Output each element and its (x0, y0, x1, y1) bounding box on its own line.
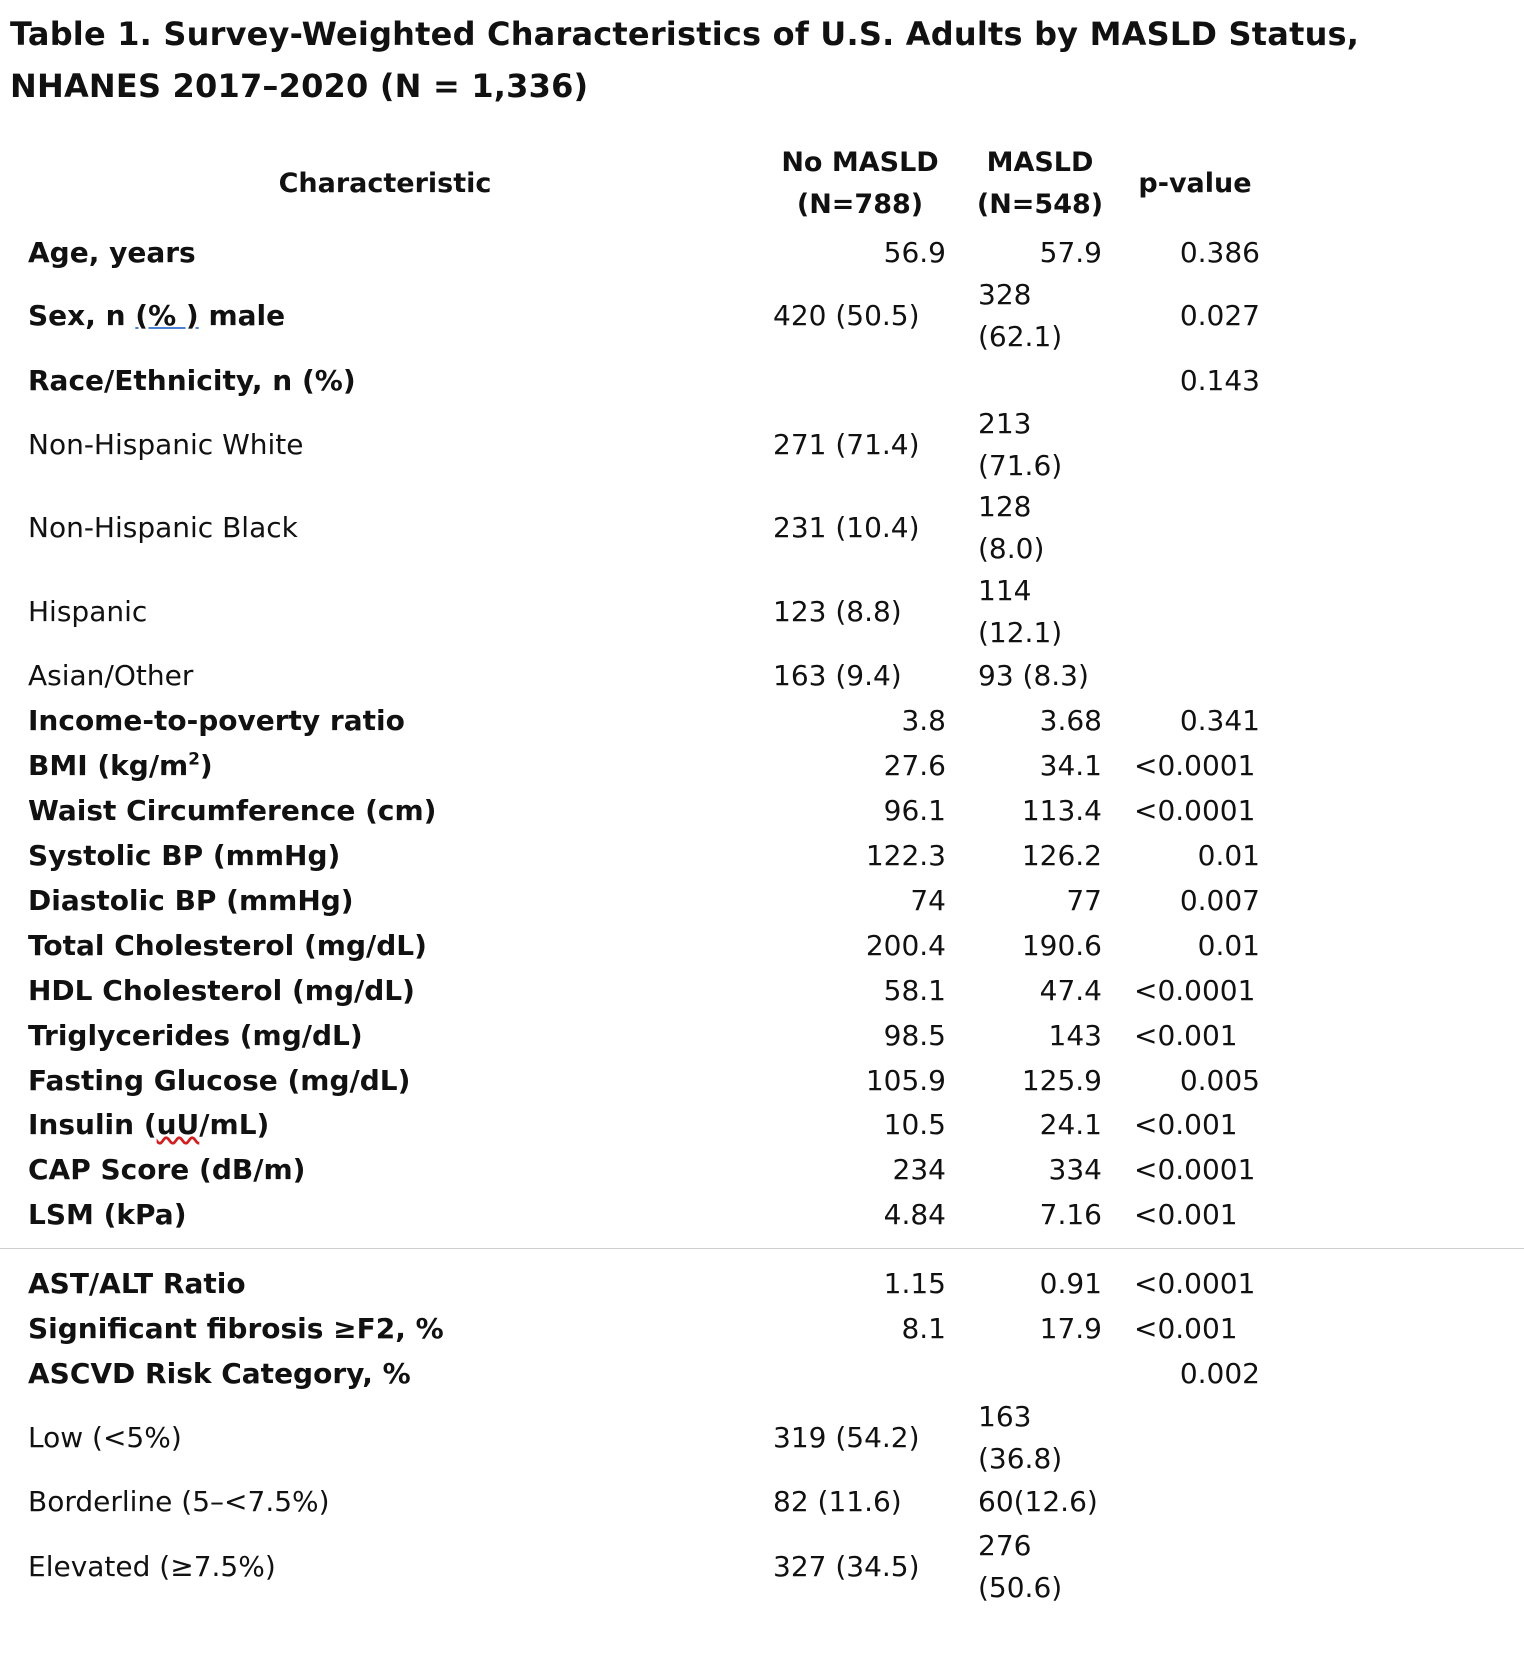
header-no-masld-line1: No MASLD (781, 147, 939, 178)
no-masld-value: 4.84 (883, 1198, 946, 1231)
no-masld-value: 420 (50.5) (773, 299, 920, 332)
row-label-spellcheck: uU (156, 1108, 200, 1141)
p-value: 0.386 (1179, 236, 1260, 269)
row-label: CAP Score (dB/m) (28, 1153, 306, 1186)
masld-value: 143 (1048, 1019, 1102, 1052)
header-masld-line1: MASLD (986, 147, 1094, 178)
row-label-superscript: 2 (188, 748, 200, 769)
no-masld-value: 1.15 (883, 1267, 946, 1300)
table-title: Table 1. Survey-Weighted Characteristics of U.S. Adults by MASLD Status, NHANES 2017–2020 (N = 1,336) (10, 15, 1360, 105)
masld-value: 276 (50.6) (978, 1529, 1063, 1604)
masld-value: 328 (62.1) (978, 278, 1063, 353)
no-masld-value: 98.5 (883, 1019, 946, 1052)
masld-value: 47.4 (1039, 974, 1102, 1007)
no-masld-value: 122.3 (865, 839, 946, 872)
masld-value: 3.68 (1039, 704, 1102, 737)
no-masld-value: 82 (11.6) (773, 1485, 902, 1518)
masld-value: 60(12.6) (978, 1485, 1098, 1518)
row-label: ASCVD Risk Category, % (28, 1357, 411, 1390)
row-label: Hispanic (28, 595, 148, 628)
row-label: Total Cholesterol (mg/dL) (28, 929, 427, 962)
p-value: 0.01 (1197, 839, 1260, 872)
row-label (28, 745, 213, 787)
masld-value: 57.9 (1039, 236, 1102, 269)
row-label-end: ) (199, 749, 213, 782)
no-masld-value: 200.4 (865, 929, 946, 962)
no-masld-value: 56.9 (883, 236, 946, 269)
header-masld (960, 142, 1120, 226)
p-value: <0.0001 (1134, 974, 1256, 1007)
row-label: Elevated (≥7.5%) (28, 1550, 276, 1583)
masld-value: 114 (12.1) (978, 574, 1063, 649)
row-label: Fasting Glucose (mg/dL) (28, 1064, 411, 1097)
row-label-prefix: Sex, n (28, 299, 136, 332)
masld-value: 7.16 (1039, 1198, 1102, 1231)
row-label: Age, years (28, 236, 196, 269)
masld-value: 77 (1066, 884, 1102, 917)
masld-value: 213 (71.6) (978, 407, 1063, 482)
p-value: <0.0001 (1134, 794, 1256, 827)
no-masld-value: 96.1 (883, 794, 946, 827)
p-value: 0.027 (1179, 299, 1260, 332)
no-masld-value: 271 (71.4) (773, 428, 920, 461)
masld-value: 34.1 (1039, 749, 1102, 782)
no-masld-value: 123 (8.8) (773, 595, 902, 628)
header-characteristic: Characteristic (278, 168, 492, 199)
section-divider (0, 1248, 1524, 1249)
no-masld-value: 319 (54.2) (773, 1421, 920, 1454)
no-masld-value: 231 (10.4) (773, 511, 920, 544)
no-masld-value: 8.1 (901, 1312, 946, 1345)
p-value: 0.01 (1197, 929, 1260, 962)
masld-value: 17.9 (1039, 1312, 1102, 1345)
masld-value: 0.91 (1039, 1267, 1102, 1300)
p-value: 0.005 (1179, 1064, 1260, 1097)
header-no-masld (770, 142, 950, 226)
row-label: Income-to-poverty ratio (28, 704, 405, 737)
no-masld-value: 58.1 (883, 974, 946, 1007)
no-masld-value: 10.5 (883, 1108, 946, 1141)
no-masld-value: 105.9 (865, 1064, 946, 1097)
no-masld-value: 163 (9.4) (773, 659, 902, 692)
row-label-underlined: (% ) (135, 299, 199, 332)
p-value: 0.002 (1179, 1357, 1260, 1390)
row-label: Non-Hispanic White (28, 428, 304, 461)
row-label: Borderline (5–<7.5%) (28, 1485, 330, 1518)
masld-value: 190.6 (1021, 929, 1102, 962)
row-label-suffix: /mL) (199, 1108, 270, 1141)
p-value: <0.001 (1134, 1108, 1238, 1141)
p-value: <0.0001 (1134, 749, 1256, 782)
masld-value: 24.1 (1039, 1108, 1102, 1141)
masld-value: 113.4 (1021, 794, 1102, 827)
masld-value: 125.9 (1021, 1064, 1102, 1097)
row-label (28, 295, 285, 337)
row-label: HDL Cholesterol (mg/dL) (28, 974, 415, 1007)
masld-value: 126.2 (1021, 839, 1102, 872)
row-label-main: BMI (kg/m (28, 749, 189, 782)
masld-value: 93 (8.3) (978, 659, 1089, 692)
no-masld-value: 3.8 (901, 704, 946, 737)
row-label: Low (<5%) (28, 1421, 182, 1454)
p-value: <0.001 (1134, 1019, 1238, 1052)
p-value: 0.007 (1179, 884, 1260, 917)
row-label: Race/Ethnicity, n (%) (28, 364, 356, 397)
masld-value: 334 (1048, 1153, 1102, 1186)
row-label: Asian/Other (28, 659, 194, 692)
row-label (28, 1104, 269, 1146)
masld-value: 128 (8.0) (978, 490, 1045, 565)
row-label: AST/ALT Ratio (28, 1267, 246, 1300)
no-masld-value: 27.6 (883, 749, 946, 782)
header-pvalue: p-value (1138, 168, 1252, 199)
p-value: <0.0001 (1134, 1153, 1256, 1186)
masld-value: 163 (36.8) (978, 1400, 1063, 1475)
row-label: Waist Circumference (cm) (28, 794, 437, 827)
row-label: Triglycerides (mg/dL) (28, 1019, 363, 1052)
no-masld-value: 74 (910, 884, 946, 917)
p-value: <0.0001 (1134, 1267, 1256, 1300)
p-value: 0.341 (1179, 704, 1260, 737)
p-value: <0.001 (1134, 1198, 1238, 1231)
row-label-prefix: Insulin ( (28, 1108, 157, 1141)
p-value: <0.001 (1134, 1312, 1238, 1345)
row-label-suffix: male (198, 299, 286, 332)
row-label: Diastolic BP (mmHg) (28, 884, 354, 917)
row-label: Systolic BP (mmHg) (28, 839, 341, 872)
header-no-masld-n: (N=788) (796, 189, 924, 220)
row-label: LSM (kPa) (28, 1198, 187, 1231)
no-masld-value: 234 (892, 1153, 946, 1186)
row-label: Non-Hispanic Black (28, 511, 298, 544)
p-value: 0.143 (1179, 364, 1260, 397)
header-masld-n: (N=548) (976, 189, 1104, 220)
no-masld-value: 327 (34.5) (773, 1550, 920, 1583)
row-label: Significant fibrosis ≥F2, % (28, 1312, 444, 1345)
